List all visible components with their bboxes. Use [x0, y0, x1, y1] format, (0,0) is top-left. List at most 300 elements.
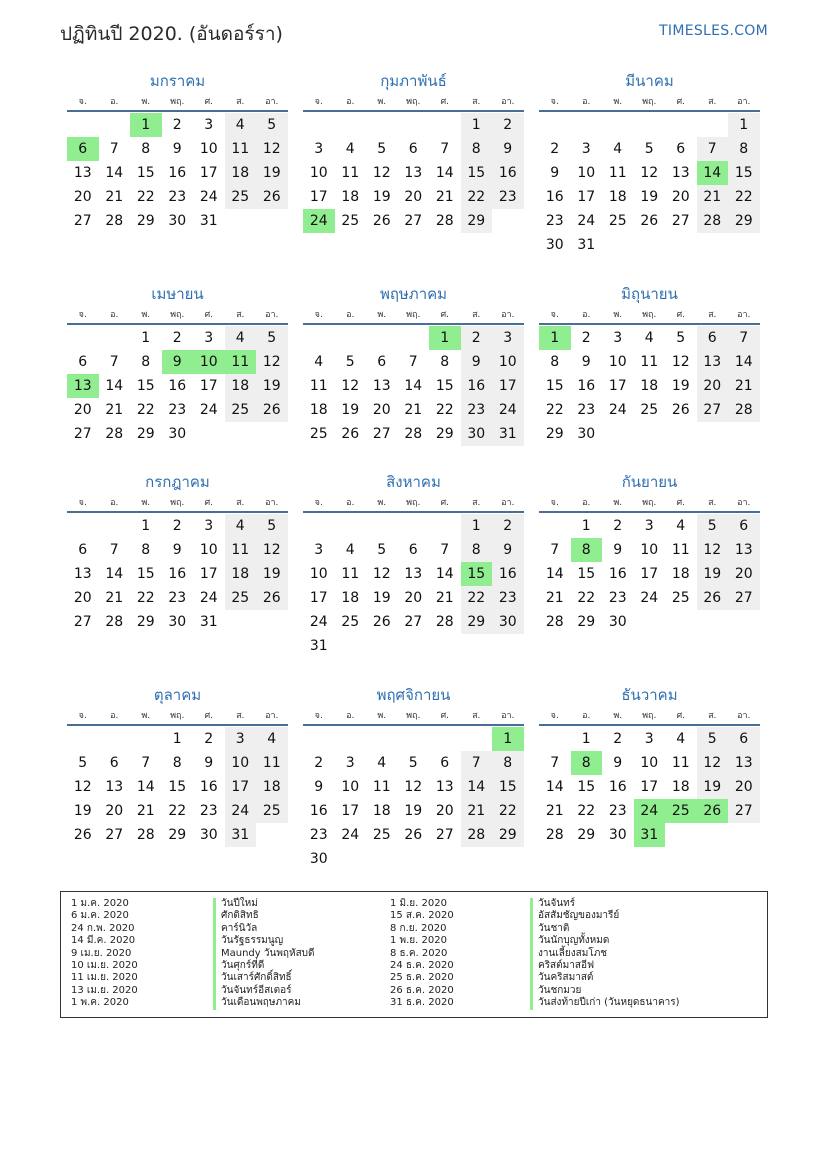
month-name: สิงหาคม [386, 473, 441, 491]
legend-date: 26 ธ.ค. 2020 [390, 984, 454, 996]
weekday-header [539, 493, 760, 513]
day-cell: 4 [225, 514, 257, 538]
day-cell: 17 [608, 378, 627, 394]
empty-cell [303, 326, 335, 350]
empty-cell [429, 727, 461, 751]
empty-cell [99, 727, 131, 751]
legend-holiday-name: วันชาติ [530, 923, 680, 935]
day-cell: 23 [577, 402, 596, 418]
day-cell: 3 [314, 141, 324, 157]
day-cell: 11 [341, 566, 360, 582]
weekday-label: ศ. [440, 498, 450, 508]
weekday-label: ส. [708, 97, 717, 107]
holiday-day-cell: 13 [67, 374, 99, 398]
day-cell: 11 [640, 354, 659, 370]
month-calendar [303, 471, 524, 658]
day-cell: 21 [435, 590, 454, 606]
day-cell: 16 [309, 803, 328, 819]
day-cell: 4 [644, 330, 654, 346]
holiday-day-cell: 6 [67, 137, 99, 161]
day-cell: 28 [545, 827, 564, 843]
day-cell: 13 [372, 378, 391, 394]
day-cell: 17 [577, 189, 596, 205]
day-cell: 3 [204, 117, 214, 133]
month-name: ตุลาคม [153, 686, 202, 704]
day-cell: 15 [577, 566, 596, 582]
day-cell: 10 [199, 141, 218, 157]
day-cell: 16 [168, 378, 187, 394]
legend-holiday-name: อัสสัมชัญของมารีย์ [530, 910, 680, 922]
weekday-label: พฤ. [406, 310, 421, 320]
day-cell: 15 [136, 165, 155, 181]
holiday-day-cell: 1 [492, 727, 524, 751]
day-cell: 26 [341, 426, 360, 442]
day-cell: 17 [309, 590, 328, 606]
day-cell: 26 [671, 402, 690, 418]
day-cell: 16 [608, 779, 627, 795]
day-cell: 31 [225, 823, 257, 847]
weekday-label: พฤ. [642, 711, 657, 721]
day-cell: 28 [404, 426, 423, 442]
weekday-label: ศ. [204, 711, 214, 721]
day-cell: 17 [199, 566, 218, 582]
day-cell: 27 [73, 213, 92, 229]
day-cell: 11 [341, 165, 360, 181]
legend-holiday-name: วันชกมวย [530, 985, 680, 997]
empty-cell [130, 727, 162, 751]
weekday-label: จ. [78, 97, 87, 107]
day-cell: 6 [728, 727, 760, 751]
weekday-label: จ. [314, 97, 323, 107]
day-cell: 29 [545, 426, 564, 442]
weekday-label: อา. [501, 310, 515, 320]
day-cell: 10 [309, 566, 328, 582]
day-cell: 22 [435, 402, 454, 418]
weekday-header [67, 706, 288, 726]
legend-date: 24 ธ.ค. 2020 [390, 960, 454, 972]
day-cell: 28 [435, 213, 454, 229]
empty-cell [539, 113, 571, 137]
day-cell: 27 [697, 398, 729, 422]
day-cell: 12 [404, 779, 423, 795]
month-calendar [67, 471, 288, 634]
day-cell: 12 [640, 165, 659, 181]
day-cell: 8 [440, 354, 450, 370]
day-cell: 28 [105, 614, 124, 630]
weekday-label: ส. [472, 310, 481, 320]
day-cell: 30 [168, 614, 187, 630]
day-cell: 5 [408, 755, 418, 771]
day-cell: 16 [545, 189, 564, 205]
day-cell: 4 [345, 141, 355, 157]
weekday-label: อ. [346, 498, 355, 508]
day-cell: 16 [199, 779, 218, 795]
weekday-label: พฤ. [642, 97, 657, 107]
day-cell: 23 [168, 590, 187, 606]
empty-cell [697, 113, 729, 137]
day-grid [539, 112, 760, 257]
weekday-label: อ. [346, 97, 355, 107]
empty-cell [366, 727, 398, 751]
weekday-label: พฤ. [170, 711, 185, 721]
day-cell: 19 [73, 803, 92, 819]
day-cell: 24 [309, 614, 328, 630]
day-cell: 29 [136, 213, 155, 229]
day-cell: 9 [581, 354, 591, 370]
day-cell: 26 [256, 185, 288, 209]
day-cell: 5 [256, 514, 288, 538]
day-cell: 12 [372, 165, 391, 181]
holiday-day-cell: 15 [461, 562, 493, 586]
day-cell: 17 [640, 779, 659, 795]
legend-names-left [213, 898, 315, 1010]
day-cell: 28 [105, 213, 124, 229]
day-cell: 8 [141, 354, 151, 370]
empty-cell [398, 113, 430, 137]
site-brand-link[interactable]: TIMESLES.COM [659, 23, 768, 39]
day-cell: 6 [109, 755, 119, 771]
day-cell: 13 [73, 566, 92, 582]
weekday-label: อา. [737, 711, 751, 721]
legend-date: 10 เม.ย. 2020 [71, 960, 138, 972]
day-cell: 6 [377, 354, 387, 370]
weekday-label: จ. [78, 498, 87, 508]
day-cell: 7 [440, 141, 450, 157]
day-cell: 17 [640, 566, 659, 582]
day-cell: 9 [172, 141, 182, 157]
legend-holiday-name: วันเสาร์ศักดิ์สิทธิ์ [213, 972, 315, 984]
day-cell: 20 [73, 590, 92, 606]
holiday-legend [60, 891, 768, 1018]
day-cell: 29 [461, 209, 493, 233]
day-cell: 11 [372, 779, 391, 795]
day-cell: 16 [492, 562, 524, 586]
day-cell: 5 [676, 330, 686, 346]
day-cell: 23 [545, 213, 564, 229]
day-cell: 6 [440, 755, 450, 771]
day-cell: 10 [225, 751, 257, 775]
day-cell: 30 [577, 426, 596, 442]
day-cell: 19 [404, 803, 423, 819]
day-cell: 19 [372, 590, 391, 606]
day-cell: 6 [676, 141, 686, 157]
day-cell: 15 [435, 378, 454, 394]
day-cell: 29 [577, 827, 596, 843]
day-cell: 22 [577, 590, 596, 606]
day-cell: 15 [728, 161, 760, 185]
day-cell: 12 [671, 354, 690, 370]
day-cell: 18 [225, 374, 257, 398]
weekday-label: พ. [613, 97, 623, 107]
weekday-label: พฤ. [406, 711, 421, 721]
legend-date: 11 เม.ย. 2020 [71, 972, 138, 984]
day-cell: 17 [341, 803, 360, 819]
day-cell: 21 [545, 803, 564, 819]
day-cell: 28 [105, 426, 124, 442]
empty-cell [335, 727, 367, 751]
holiday-day-cell: 1 [539, 326, 571, 350]
day-cell: 5 [256, 326, 288, 350]
legend-date: 24 ก.พ. 2020 [71, 922, 135, 934]
day-cell: 30 [608, 614, 627, 630]
day-cell: 3 [613, 330, 623, 346]
day-cell: 15 [136, 378, 155, 394]
empty-cell [99, 514, 131, 538]
weekday-label: อ. [346, 310, 355, 320]
weekday-label: อ. [582, 711, 591, 721]
day-cell: 16 [608, 566, 627, 582]
month-name: เมษายน [151, 285, 204, 303]
day-cell: 20 [404, 189, 423, 205]
holiday-day-cell: 10 [193, 350, 225, 374]
empty-cell [398, 326, 430, 350]
day-cell: 23 [168, 189, 187, 205]
legend-holiday-name: วันปีใหม่ [213, 898, 315, 910]
day-cell: 4 [345, 542, 355, 558]
month-calendar [67, 684, 288, 847]
holiday-day-cell: 8 [571, 538, 603, 562]
weekday-label: จ. [78, 310, 87, 320]
day-cell: 21 [435, 189, 454, 205]
day-cell: 2 [492, 113, 524, 137]
day-cell: 21 [136, 803, 155, 819]
weekday-label: ส. [708, 310, 717, 320]
day-cell: 2 [461, 326, 493, 350]
day-cell: 3 [204, 330, 214, 346]
day-cell: 27 [671, 213, 690, 229]
day-cell: 30 [608, 827, 627, 843]
day-cell: 25 [309, 426, 328, 442]
day-cell: 5 [377, 542, 387, 558]
day-cell: 20 [697, 374, 729, 398]
weekday-label: อ. [582, 498, 591, 508]
day-cell: 13 [697, 350, 729, 374]
day-cell: 25 [225, 185, 257, 209]
day-cell: 15 [136, 566, 155, 582]
day-cell: 2 [314, 755, 324, 771]
day-cell: 25 [671, 590, 690, 606]
empty-cell [366, 514, 398, 538]
weekday-label: พ. [377, 97, 387, 107]
day-cell: 28 [728, 398, 760, 422]
empty-cell [303, 727, 335, 751]
legend-date: 14 มี.ค. 2020 [71, 935, 136, 947]
day-cell: 14 [545, 566, 564, 582]
day-cell: 6 [697, 326, 729, 350]
weekday-label: พฤ. [170, 97, 185, 107]
day-cell: 18 [225, 562, 257, 586]
day-cell: 25 [608, 213, 627, 229]
legend-dates-left [71, 898, 138, 1010]
day-cell: 29 [136, 614, 155, 630]
month-name: กุมภาพันธ์ [380, 72, 447, 90]
day-grid [67, 726, 288, 847]
day-cell: 15 [461, 161, 493, 185]
month-calendar [539, 283, 760, 446]
day-grid [303, 513, 524, 658]
day-cell: 12 [697, 751, 729, 775]
weekday-label: ส. [236, 498, 245, 508]
empty-cell [366, 113, 398, 137]
weekday-header [539, 706, 760, 726]
day-cell: 11 [256, 751, 288, 775]
weekday-label: ส. [472, 711, 481, 721]
holiday-day-cell: 1 [429, 326, 461, 350]
day-cell: 18 [256, 775, 288, 799]
day-cell: 19 [640, 189, 659, 205]
day-cell: 5 [78, 755, 88, 771]
holiday-day-cell: 24 [634, 799, 666, 823]
day-cell: 20 [671, 189, 690, 205]
empty-cell [99, 326, 131, 350]
day-cell: 23 [199, 803, 218, 819]
day-cell: 29 [461, 610, 493, 634]
day-cell: 4 [225, 113, 257, 137]
weekday-label: อ. [346, 711, 355, 721]
weekday-label: พ. [377, 310, 387, 320]
day-cell: 5 [697, 727, 729, 751]
weekday-label: ศ. [440, 711, 450, 721]
empty-cell [602, 113, 634, 137]
empty-cell [461, 727, 493, 751]
weekday-label: อา. [501, 711, 515, 721]
day-cell: 18 [608, 189, 627, 205]
weekday-label: อา. [501, 97, 515, 107]
day-cell: 18 [225, 161, 257, 185]
day-cell: 12 [256, 137, 288, 161]
day-cell: 26 [73, 827, 92, 843]
day-cell: 27 [105, 827, 124, 843]
day-cell: 29 [136, 426, 155, 442]
day-cell: 3 [314, 542, 324, 558]
day-cell: 14 [105, 566, 124, 582]
legend-date: 8 ก.ย. 2020 [390, 922, 447, 934]
day-cell: 12 [256, 350, 288, 374]
day-cell: 22 [136, 189, 155, 205]
day-cell: 13 [435, 779, 454, 795]
weekday-label: ศ. [204, 310, 214, 320]
day-cell: 30 [461, 422, 493, 446]
weekday-label: อ. [110, 498, 119, 508]
weekday-header [303, 493, 524, 513]
day-cell: 3 [204, 518, 214, 534]
weekday-label: อา. [501, 498, 515, 508]
day-cell: 14 [105, 165, 124, 181]
legend-holiday-name: คริสต์มาสอีฟ [530, 960, 680, 972]
day-cell: 20 [73, 189, 92, 205]
day-cell: 25 [341, 213, 360, 229]
day-cell: 25 [225, 586, 257, 610]
day-cell: 13 [73, 165, 92, 181]
day-cell: 30 [168, 213, 187, 229]
day-cell: 9 [550, 165, 560, 181]
day-cell: 29 [492, 823, 524, 847]
weekday-label: จ. [550, 711, 559, 721]
day-cell: 8 [461, 538, 493, 562]
holiday-day-cell: 24 [303, 209, 335, 233]
day-grid [539, 726, 760, 847]
day-cell: 6 [78, 542, 88, 558]
day-cell: 10 [640, 542, 659, 558]
weekday-label: อา. [737, 310, 751, 320]
day-cell: 24 [577, 213, 596, 229]
weekday-label: พฤ. [406, 97, 421, 107]
day-cell: 30 [309, 851, 328, 867]
legend-date: 8 ธ.ค. 2020 [390, 947, 448, 959]
empty-cell [67, 727, 99, 751]
day-cell: 20 [404, 590, 423, 606]
day-cell: 28 [545, 614, 564, 630]
weekday-header [539, 305, 760, 325]
weekday-label: อ. [110, 310, 119, 320]
day-cell: 5 [644, 141, 654, 157]
day-cell: 21 [545, 590, 564, 606]
holiday-day-cell: 9 [162, 350, 194, 374]
day-grid [303, 726, 524, 871]
day-cell: 3 [492, 326, 524, 350]
day-cell: 25 [640, 402, 659, 418]
empty-cell [429, 113, 461, 137]
day-cell: 1 [728, 113, 760, 137]
day-cell: 26 [404, 827, 423, 843]
day-cell: 15 [492, 775, 524, 799]
day-cell: 1 [581, 731, 591, 747]
weekday-label: พ. [613, 498, 623, 508]
day-cell: 19 [697, 562, 729, 586]
day-cell: 10 [577, 165, 596, 181]
day-cell: 14 [435, 566, 454, 582]
day-grid [539, 325, 760, 446]
weekday-label: พ. [377, 711, 387, 721]
weekday-label: ส. [236, 711, 245, 721]
holiday-day-cell: 26 [697, 799, 729, 823]
day-cell: 22 [461, 185, 493, 209]
empty-cell [99, 113, 131, 137]
day-cell: 9 [613, 755, 623, 771]
day-cell: 7 [109, 354, 119, 370]
day-cell: 22 [136, 590, 155, 606]
holiday-day-cell: 14 [697, 161, 729, 185]
month-calendar [67, 70, 288, 233]
day-cell: 27 [728, 799, 760, 823]
weekday-label: พฤ. [170, 310, 185, 320]
day-cell: 17 [309, 189, 328, 205]
holiday-day-cell: 1 [130, 113, 162, 137]
day-cell: 24 [608, 402, 627, 418]
day-cell: 9 [492, 137, 524, 161]
day-cell: 2 [613, 731, 623, 747]
day-cell: 23 [608, 590, 627, 606]
day-cell: 18 [671, 779, 690, 795]
day-cell: 8 [492, 751, 524, 775]
month-name: พฤศจิกายน [376, 686, 451, 704]
day-cell: 27 [435, 827, 454, 843]
day-cell: 22 [136, 402, 155, 418]
legend-holiday-name: วันศุกร์ที่ดี [213, 960, 315, 972]
day-cell: 13 [404, 165, 423, 181]
day-cell: 7 [461, 751, 493, 775]
empty-cell [366, 326, 398, 350]
legend-holiday-name: งานเลี้ยงสมโภช [530, 948, 680, 960]
day-cell: 4 [613, 141, 623, 157]
day-cell: 22 [545, 402, 564, 418]
day-cell: 31 [199, 213, 218, 229]
day-cell: 21 [404, 402, 423, 418]
day-cell: 4 [676, 731, 686, 747]
day-cell: 5 [697, 514, 729, 538]
day-cell: 26 [256, 586, 288, 610]
day-cell: 29 [435, 426, 454, 442]
